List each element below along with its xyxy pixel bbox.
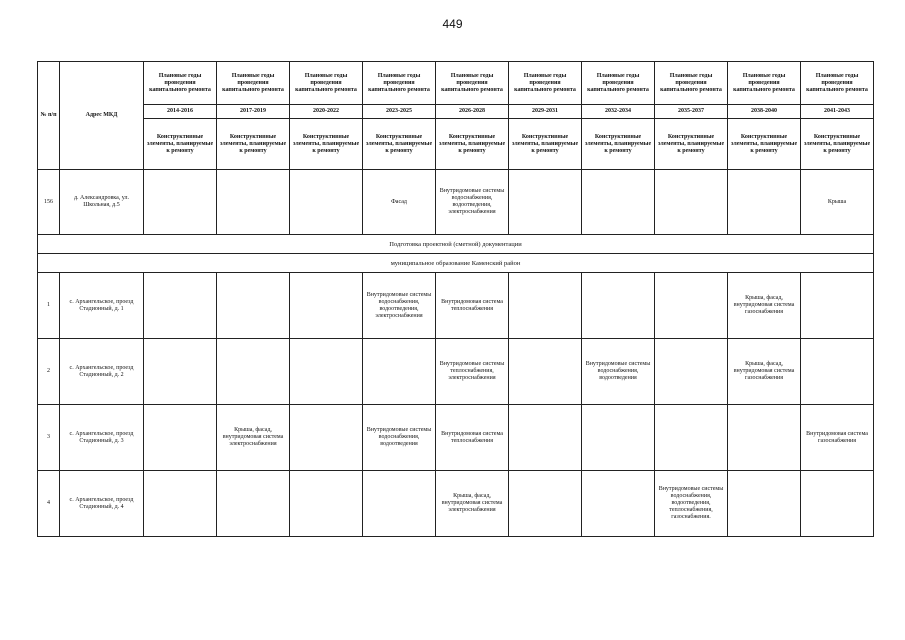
planned-elements-cell: Крыша, фасад, внутридомовая система электроснабжения bbox=[217, 405, 290, 471]
planned-elements-cell bbox=[509, 273, 582, 339]
elements-header: Конструктивные элементы, планируемые к ремонту bbox=[144, 119, 217, 170]
column-header-address: Адрес МКД bbox=[60, 62, 144, 170]
planned-elements-cell bbox=[582, 405, 655, 471]
period-years-header: 2014-2016 bbox=[144, 105, 217, 119]
period-years-header: 2020-2022 bbox=[290, 105, 363, 119]
table-row bbox=[38, 405, 874, 471]
row-address: с. Архангельское, проезд Стадионный, д. 3 bbox=[60, 405, 144, 471]
planned-elements-cell bbox=[655, 170, 728, 235]
planned-elements-cell bbox=[509, 471, 582, 537]
row-number: 2 bbox=[38, 339, 60, 405]
period-title-header: Плановые годы проведения капитального ремонта bbox=[728, 62, 801, 105]
elements-header: Конструктивные элементы, планируемые к ремонту bbox=[217, 119, 290, 170]
planned-elements-cell: Внутридомовые системы водоснабжения, водоотведения bbox=[582, 339, 655, 405]
table-row bbox=[38, 339, 874, 405]
planned-elements-cell: Фасад bbox=[363, 170, 436, 235]
planned-elements-cell bbox=[290, 339, 363, 405]
period-title-header: Плановые годы проведения капитального ремонта bbox=[436, 62, 509, 105]
period-years-header: 2038-2040 bbox=[728, 105, 801, 119]
elements-header: Конструктивные элементы, планируемые к ремонту bbox=[801, 119, 874, 170]
planned-elements-cell bbox=[290, 471, 363, 537]
period-years-header: 2032-2034 bbox=[582, 105, 655, 119]
period-title-header: Плановые годы проведения капитального ремонта bbox=[801, 62, 874, 105]
planned-elements-cell bbox=[217, 471, 290, 537]
period-title-header: Плановые годы проведения капитального ремонта bbox=[290, 62, 363, 105]
page-number: 449 bbox=[442, 17, 463, 31]
planned-elements-cell: Внутридомовые системы водоснабжения, водоотведения bbox=[363, 405, 436, 471]
elements-header: Конструктивные элементы, планируемые к ремонту bbox=[655, 119, 728, 170]
planned-elements-cell: Крыша, фасад, внутридомовая система газоснабжения bbox=[728, 339, 801, 405]
period-title-header: Плановые годы проведения капитального ремонта bbox=[655, 62, 728, 105]
planned-elements-cell bbox=[728, 405, 801, 471]
period-years-header: 2041-2043 bbox=[801, 105, 874, 119]
planned-elements-cell bbox=[144, 339, 217, 405]
elements-header: Конструктивные элементы, планируемые к ремонту bbox=[363, 119, 436, 170]
planned-elements-cell bbox=[582, 471, 655, 537]
planned-elements-cell bbox=[290, 170, 363, 235]
planned-elements-cell: Внутридомовая система теплоснабжения bbox=[436, 273, 509, 339]
elements-header: Конструктивные элементы, планируемые к ремонту bbox=[290, 119, 363, 170]
planned-elements-cell: Внутридомовые системы водоснабжения, водоотведения, теплоснабжения, газоснабжения. bbox=[655, 471, 728, 537]
table-row bbox=[38, 471, 874, 537]
period-years-header: 2017-2019 bbox=[217, 105, 290, 119]
planned-elements-cell bbox=[509, 339, 582, 405]
planned-elements-cell: Крыша, фасад, внутридомовая система газоснабжения bbox=[728, 273, 801, 339]
planned-elements-cell: Крыша, фасад, внутридомовая система электроснабжения bbox=[436, 471, 509, 537]
planned-elements-cell bbox=[144, 405, 217, 471]
row-address: с. Архангельское, проезд Стадионный, д. 4 bbox=[60, 471, 144, 537]
period-title-header: Плановые годы проведения капитального ремонта bbox=[363, 62, 436, 105]
capital-repair-plan-table bbox=[37, 61, 874, 537]
row-address: с. Архангельское, проезд Стадионный, д. 2 bbox=[60, 339, 144, 405]
elements-header: Конструктивные элементы, планируемые к ремонту bbox=[509, 119, 582, 170]
period-title-header: Плановые годы проведения капитального ремонта bbox=[217, 62, 290, 105]
planned-elements-cell bbox=[728, 471, 801, 537]
row-number: 156 bbox=[38, 170, 60, 235]
row-number: 3 bbox=[38, 405, 60, 471]
planned-elements-cell bbox=[582, 170, 655, 235]
table-row bbox=[38, 170, 874, 235]
planned-elements-cell bbox=[217, 339, 290, 405]
section-row bbox=[38, 254, 874, 273]
planned-elements-cell bbox=[509, 405, 582, 471]
planned-elements-cell bbox=[144, 471, 217, 537]
row-address: д. Александровка, ул. Школьная, д.5 bbox=[60, 170, 144, 235]
planned-elements-cell bbox=[582, 273, 655, 339]
planned-elements-cell bbox=[290, 273, 363, 339]
planned-elements-cell bbox=[655, 405, 728, 471]
planned-elements-cell: Внутридомовые системы теплоснабжения, электроснабжения bbox=[436, 339, 509, 405]
planned-elements-cell bbox=[290, 405, 363, 471]
planned-elements-cell bbox=[217, 273, 290, 339]
row-address: с. Архангельское, проезд Стадионный, д. 1 bbox=[60, 273, 144, 339]
row-number: 4 bbox=[38, 471, 60, 537]
planned-elements-cell: Внутридомовые системы водоснабжения, водоотведения, электроснабжения bbox=[363, 273, 436, 339]
planned-elements-cell bbox=[655, 273, 728, 339]
planned-elements-cell: Внутридомовая система теплоснабжения bbox=[436, 405, 509, 471]
period-title-header: Плановые годы проведения капитального ремонта bbox=[582, 62, 655, 105]
section-title: муниципальное образование Каменский район bbox=[38, 254, 874, 273]
planned-elements-cell bbox=[144, 273, 217, 339]
planned-elements-cell bbox=[655, 339, 728, 405]
planned-elements-cell bbox=[801, 471, 874, 537]
section-row bbox=[38, 235, 874, 254]
row-number: 1 bbox=[38, 273, 60, 339]
planned-elements-cell bbox=[509, 170, 582, 235]
planned-elements-cell: Внутридомовые системы водоснабжения, водоотведения, электроснабжения bbox=[436, 170, 509, 235]
period-title-header: Плановые годы проведения капитального ремонта bbox=[509, 62, 582, 105]
column-header-number: № п/п bbox=[38, 62, 60, 170]
planned-elements-cell bbox=[801, 339, 874, 405]
planned-elements-cell bbox=[144, 170, 217, 235]
period-years-header: 2026-2028 bbox=[436, 105, 509, 119]
planned-elements-cell bbox=[363, 471, 436, 537]
planned-elements-cell bbox=[217, 170, 290, 235]
planned-elements-cell: Крыша bbox=[801, 170, 874, 235]
table-row bbox=[38, 273, 874, 339]
planned-elements-cell: Внутридомовая система газоснабжения bbox=[801, 405, 874, 471]
period-years-header: 2029-2031 bbox=[509, 105, 582, 119]
planned-elements-cell bbox=[801, 273, 874, 339]
elements-header: Конструктивные элементы, планируемые к ремонту bbox=[436, 119, 509, 170]
elements-header: Конструктивные элементы, планируемые к ремонту bbox=[728, 119, 801, 170]
period-years-header: 2023-2025 bbox=[363, 105, 436, 119]
planned-elements-cell bbox=[728, 170, 801, 235]
period-years-header: 2035-2037 bbox=[655, 105, 728, 119]
section-title: Подготовка проектной (сметной) документации bbox=[38, 235, 874, 254]
period-title-header: Плановые годы проведения капитального ремонта bbox=[144, 62, 217, 105]
planned-elements-cell bbox=[363, 339, 436, 405]
elements-header: Конструктивные элементы, планируемые к ремонту bbox=[582, 119, 655, 170]
